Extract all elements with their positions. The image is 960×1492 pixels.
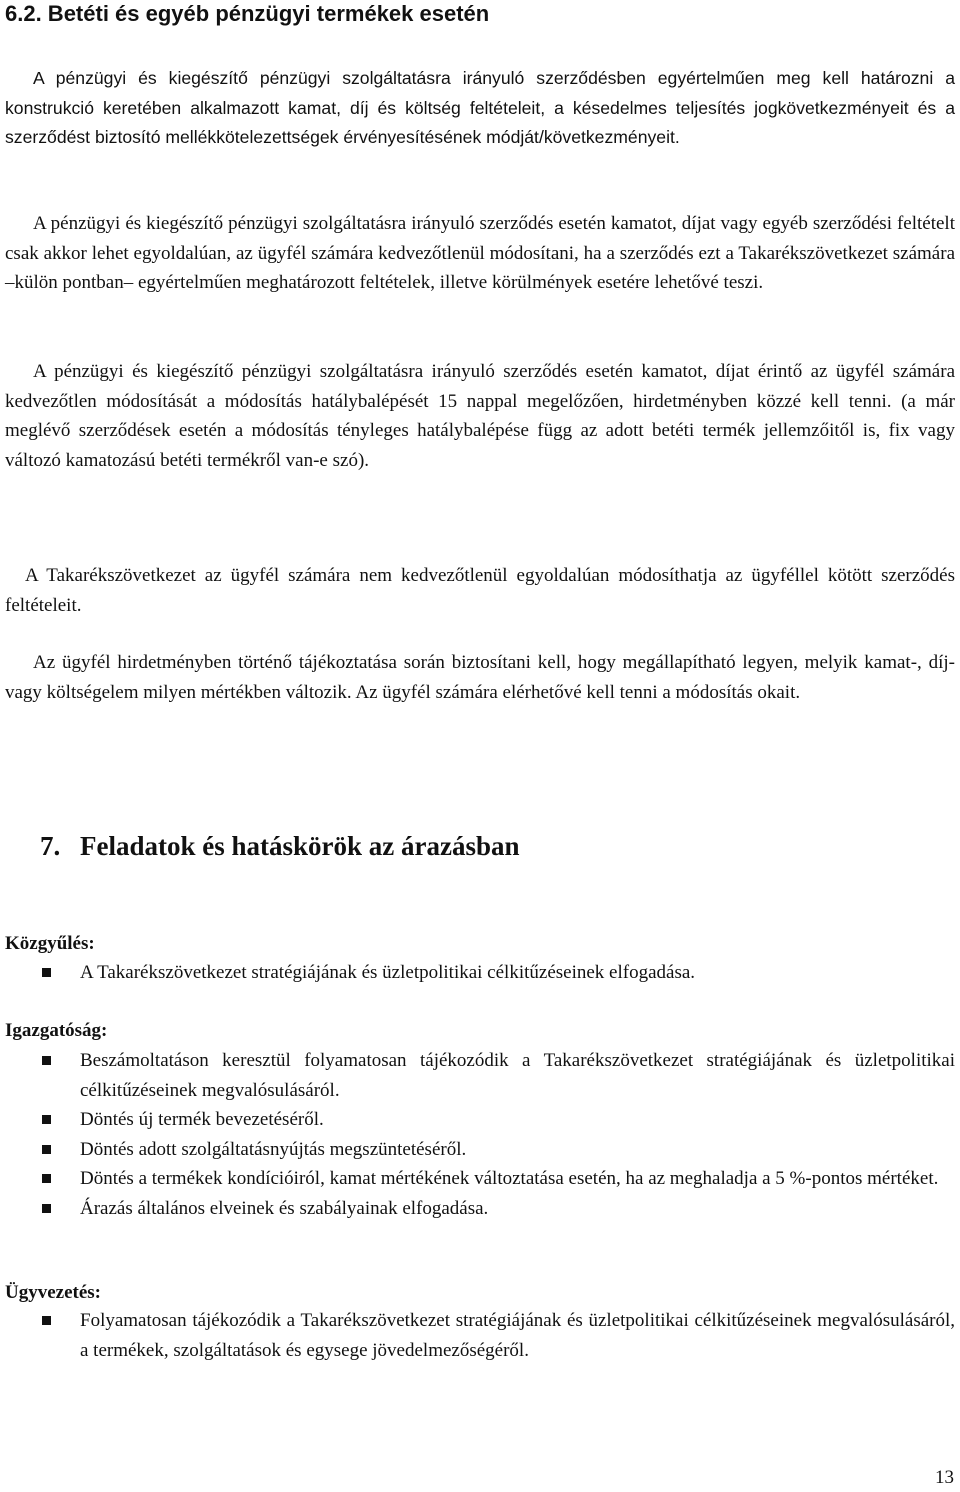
paragraph-1: A pénzügyi és kiegészítő pénzügyi szolgáltatásra irányuló szerződésben egyértelműen meg kell határozni a konstrukció keretében alkalmazott kamat, díj és költség feltételeit, a késedelmes teljesítés jogkövetkezményeit és a szerződést biztosító mellékkötelezettségek érvényesítésének módját/következményeit. xyxy=(5,68,955,147)
square-bullet-icon xyxy=(42,1204,51,1213)
paragraph-3: A pénzügyi és kiegészítő pénzügyi szolgáltatásra irányuló szerződés esetén kamatot, díjat érintő az ügyfél számára kedvezőtlen módosítását a módosítás hatálybalépését 15 nappal megelőzően, hirdetményben közzé kell tenni. (a már meglévő szerződések esetén a módosítás tényleges hatálybalépése függ az adott betéti termék jellemzőitől is, fix vagy változó kamatozású betéti termékről van-e szó). xyxy=(5,361,955,471)
role-list-kozgyules xyxy=(5,958,955,988)
list-item: Árazás általános elveinek és szabályainak elfogadása. xyxy=(5,1194,955,1224)
list-item: A Takarékszövetkezet stratégiájának és üzletpolitikai célkitűzéseinek elfogadása. xyxy=(5,958,955,988)
section-heading: 6.2. Betéti és egyéb pénzügyi termékek esetén xyxy=(5,1,490,26)
chapter-number: 7. xyxy=(40,831,61,861)
role-label-kozgyules: Közgyűlés: xyxy=(5,933,95,954)
list-item: Beszámoltatáson keresztül folyamatosan tájékozódik a Takarékszövetkezet stratégiájának és üzletpolitikai célkitűzéseinek megvalósulásáról. xyxy=(5,1046,955,1105)
square-bullet-icon xyxy=(42,1056,51,1065)
role-label-igazgatosag: Igazgatóság: xyxy=(5,1020,108,1041)
square-bullet-icon xyxy=(42,1145,51,1154)
chapter-heading xyxy=(40,828,520,864)
square-bullet-icon xyxy=(42,968,51,977)
chapter-title: Feladatok és hatáskörök az árazásban xyxy=(80,831,520,861)
square-bullet-icon xyxy=(42,1174,51,1183)
square-bullet-icon xyxy=(42,1115,51,1124)
square-bullet-icon xyxy=(42,1316,51,1325)
role-list-ugyvezetes xyxy=(5,1306,955,1365)
role-label-ugyvezetes: Ügyvezetés: xyxy=(5,1282,102,1303)
list-item: Döntés új termék bevezetéséről. xyxy=(5,1105,955,1135)
list-item: Döntés adott szolgáltatásnyújtás megszüntetéséről. xyxy=(5,1135,955,1165)
paragraph-4: A Takarékszövetkezet az ügyfél számára nem kedvezőtlenül egyoldalúan módosíthatja az ügyféllel kötött szerződés feltételeit. xyxy=(5,565,955,616)
paragraph-5: Az ügyfél hirdetményben történő tájékoztatása során biztosítani kell, hogy megállapítható legyen, melyik kamat-, díj- vagy költségelem milyen mértékben változik. Az ügyfél számára elérhetővé kell tenni a módosítás okait. xyxy=(5,652,955,703)
paragraph-2: A pénzügyi és kiegészítő pénzügyi szolgáltatásra irányuló szerződés esetén kamatot, díjat vagy egyéb szerződési feltételt csak akkor lehet egyoldalúan, az ügyfél számára kedvezőtlenül módosítani, ha a szerződés ezt a Takarékszövetkezet számára –külön pontban– egyértelműen meghatározott feltételek, illetve körülmények esetére lehetővé teszi. xyxy=(5,213,955,293)
list-item: Döntés a termékek kondícióiról, kamat mértékének változtatása esetén, ha az meghaladja a 5 %-pontos mértéket. xyxy=(5,1164,955,1194)
role-list-igazgatosag xyxy=(5,1046,955,1223)
page-number: 13 xyxy=(935,1467,954,1488)
list-item: Folyamatosan tájékozódik a Takarékszövetkezet stratégiájának és üzletpolitikai célkitűzéseinek megvalósulásáról, a termékek, szolgáltatások és egysege jövedelmezőségéről. xyxy=(5,1306,955,1365)
